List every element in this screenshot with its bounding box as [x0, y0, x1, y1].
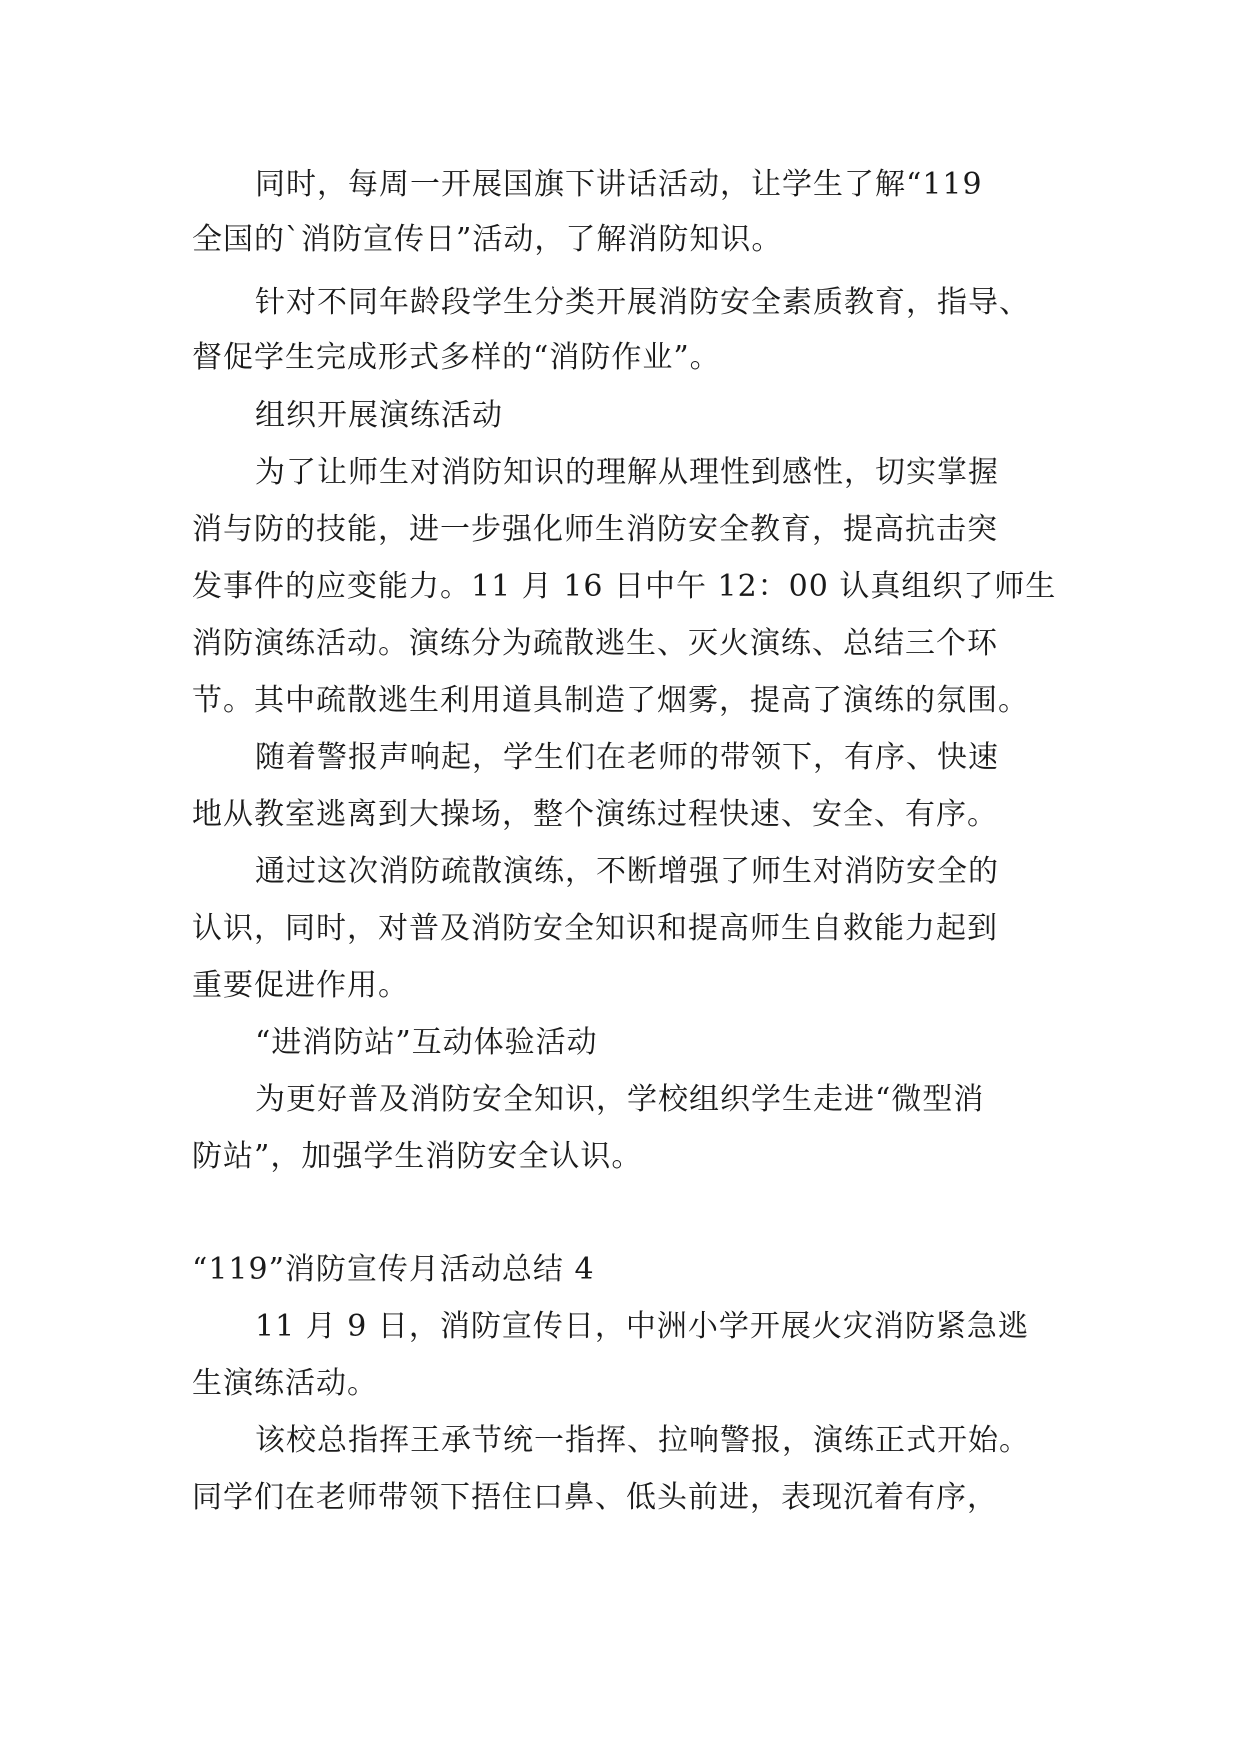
text-line: 随着警报声响起，学生们在老师的带领下，有序、快速 [255, 740, 999, 775]
text-line: 消防演练活动。演练分为疏散逃生、灭火演练、总结三个环 [192, 626, 998, 661]
text-line: 为了让师生对消防知识的理解从理性到感性，切实掌握 [255, 455, 999, 490]
text-line: 节。其中疏散逃生利用道具制造了烟雾，提高了演练的氛围。 [192, 683, 1029, 718]
text-line: 地从教室逃离到大操场，整个演练过程快速、安全、有序。 [192, 797, 998, 832]
text-line: 发事件的应变能力。11 月 16 日中午 12：00 认真组织了师生 [192, 569, 1057, 604]
text-line: 重要促进作用。 [192, 968, 409, 1003]
text-line: 消与防的技能，进一步强化师生消防安全教育，提高抗击突 [192, 512, 998, 547]
text-line: 为更好普及消防安全知识，学校组织学生走进“微型消 [255, 1082, 985, 1117]
text-line: 同学们在老师带领下捂住口鼻、低头前进，表现沉着有序， [192, 1480, 998, 1515]
text-line: 认识，同时，对普及消防安全知识和提高师生自救能力起到 [192, 911, 998, 946]
article-title: “119”消防宣传月活动总结 4 [192, 1252, 595, 1287]
section-heading: 组织开展演练活动 [255, 398, 503, 433]
text-line: 督促学生完成形式多样的“消防作业”。 [192, 340, 721, 375]
text-line: 生演练活动。 [192, 1366, 378, 1401]
text-line: 防站”，加强学生消防安全认识。 [192, 1139, 643, 1174]
text-line: 同时，每周一开展国旗下讲话活动，让学生了解“119 [255, 167, 983, 202]
text-line: 该校总指挥王承节统一指挥、拉响警报，演练正式开始。 [255, 1423, 1030, 1458]
text-line: 针对不同年龄段学生分类开展消防安全素质教育，指导、 [255, 285, 1030, 320]
text-line: 通过这次消防疏散演练，不断增强了师生对消防安全的 [255, 854, 999, 889]
text-line: 全国的`消防宣传日”活动，了解消防知识。 [192, 222, 783, 257]
text-line: 11 月 9 日，消防宣传日，中洲小学开展火灾消防紧急逃 [255, 1309, 1029, 1344]
section-heading: “进消防站”互动体验活动 [255, 1025, 598, 1060]
